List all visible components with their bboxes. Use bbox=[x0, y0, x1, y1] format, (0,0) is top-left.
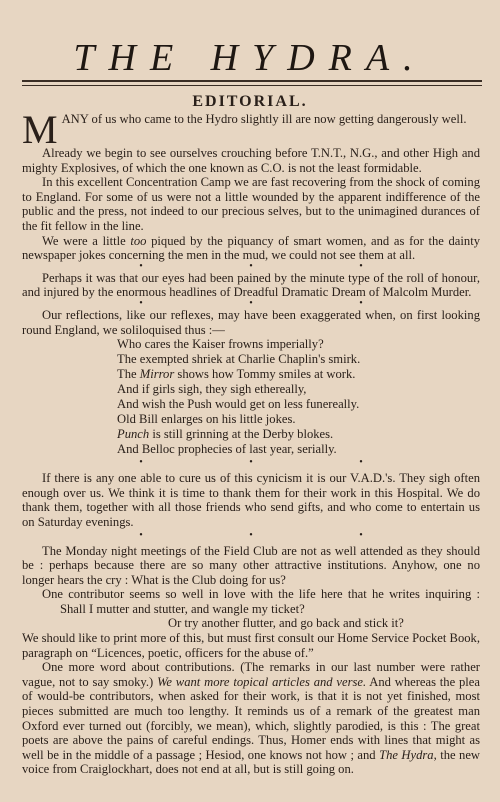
article-body bbox=[22, 107, 481, 777]
section-separator: • • • bbox=[139, 457, 415, 469]
drop-cap: M bbox=[22, 107, 58, 152]
verse-line: Punch is still grinning at the Derby blokes. bbox=[117, 427, 334, 442]
paragraph: We were a little too piqued by the piquancy of smart women, and as for the dainty newspaper jokes concerning the men in the mud, we could not see them at all. bbox=[22, 233, 480, 263]
verse-block bbox=[117, 337, 480, 457]
verse-line: And wish the Push would get on less funereally. bbox=[117, 397, 360, 412]
paragraph: We should like to print more of this, but must first consult our Home Service Pocket Book, paragraph on “Licences, poetic, officers for the abuse of.” bbox=[22, 631, 480, 660]
paragraph: One more word about contributions. (The remarks in our last number were rather vague, not to say smoky.) We want more topical articles and verse. And whereas the plea of would-be contributors, when asked for their work, is that it is not yet finished, most pieces submitted are much too lengthy. It reminds us of a remark of the greatest man Oxford ever turned out (forcibly, we mean), which, slightly parodied, is this : The great poets are above the pains of careful endings. Thus, Homer ends with lines that might as well be in the middle of a passage ; Hesiod, one knows not how ; and The Hydra, the new voice from Craiglockhart, does not end at all, but is still going on. bbox=[22, 660, 481, 777]
verse-line: And Belloc prophecies of last year, serially. bbox=[117, 442, 337, 457]
paragraph: Already we begin to see ourselves crouching before T.N.T., N.G., and other High and mighty Explosives, of which the one known as C.O. is not the least formidable. bbox=[22, 146, 480, 175]
paragraph: In this excellent Concentration Camp we are fast recovering from the shock of coming to England. For some of us were not a little wounded by the apparent indifference of the public and the press, not indeed to our precious selves, but to the unimagined durances of the fit fellow in the line. bbox=[22, 175, 480, 233]
section-separator: • • • bbox=[139, 297, 415, 309]
verse-line: Old Bill enlarges on his little jokes. bbox=[117, 412, 296, 427]
verse-line: The Mirror shows how Tommy smiles at work. bbox=[117, 367, 356, 382]
paragraph: If there is any one able to cure us of this cynicism it is our V.A.D.'s. They sigh often enough over us. We think it is time to thank them for their work in this Hospital. We do thank them, together with all those friends who send gifts, and who come to entertain us on Saturday evenings. bbox=[22, 471, 480, 529]
verse-line: The exempted shriek at Charlie Chaplin's smirk. bbox=[117, 352, 361, 367]
verse-line: Shall I mutter and stutter, and wangle my ticket? bbox=[60, 601, 305, 616]
masthead-title: THE HYDRA. bbox=[73, 37, 427, 79]
verse-line: And if girls sigh, they sigh ethereally, bbox=[117, 382, 307, 397]
masthead-rule bbox=[22, 80, 482, 82]
section-separator: • • • bbox=[139, 529, 415, 541]
section-heading: EDITORIAL. bbox=[192, 93, 308, 110]
verse-line: Who cares the Kaiser frowns imperially? bbox=[117, 337, 324, 352]
verse-line: Or try another flutter, and go back and stick it? bbox=[168, 616, 404, 631]
paragraph: One contributor seems so well in love with the life here that he writes inquiring : Shall I mutter and stutter, and wangle my ticket? bbox=[42, 587, 480, 616]
paragraph: MANY of us who came to the Hydro slightly ill are now getting dangerously well. bbox=[22, 107, 467, 152]
section-separator: • • • bbox=[139, 260, 415, 272]
masthead-rule-thin bbox=[22, 85, 482, 86]
paragraph: Perhaps it was that our eyes had been pained by the minute type of the roll of honour, and injured by the enormous headlines of Dreadful Dramatic Dream of Malcolm Murder. bbox=[22, 270, 480, 300]
paragraph: The Monday night meetings of the Field Club are not as well attended as they should be : perhaps because there are so many other attractive institutions. Anyhow, one no longer hears the cry : What is the Club doing for us? bbox=[22, 543, 480, 587]
paragraph: Our reflections, like our reflexes, may have been exaggerated when, on first looking round England, we soliloquised thus :— bbox=[22, 307, 480, 337]
